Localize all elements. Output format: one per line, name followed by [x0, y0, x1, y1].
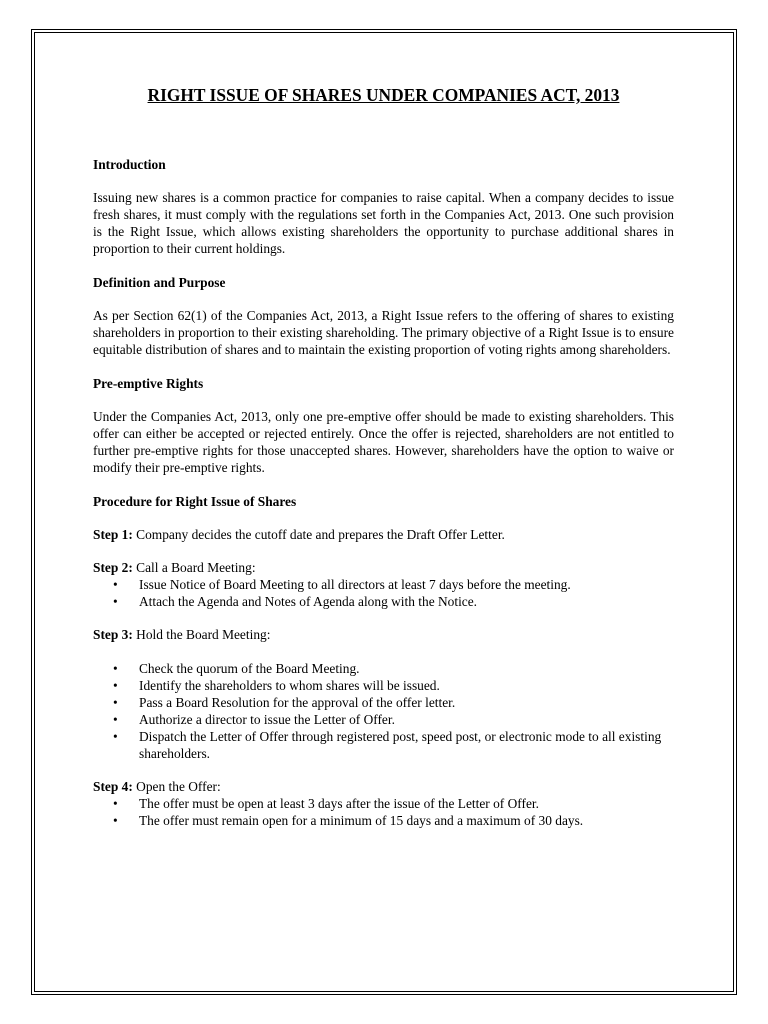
list-item [93, 812, 674, 829]
introduction-paragraph: Issuing new shares is a common practice for companies to raise capital. When a company decides to issue fresh shares, it must comply with the regulations set forth in the Companies Act, 2013. One such provision is the Right Issue, which allows existing shareholders the opportunity to purchase additional shares in proportion to their current holdings. [93, 190, 674, 256]
step-1 [93, 526, 674, 543]
list-item-text: Issue Notice of Board Meeting to all directors at least 7 days before the meeting. [139, 577, 571, 592]
list-item-text: Dispatch the Letter of Offer through registered post, speed post, or electronic mode to all existing shareholders. [139, 729, 662, 761]
list-item [93, 593, 674, 610]
list-item [93, 711, 674, 728]
list-item-text: Pass a Board Resolution for the approval of the offer letter. [139, 695, 456, 710]
preemptive-heading: Pre-emptive Rights [93, 376, 204, 391]
introduction-heading: Introduction [93, 157, 166, 172]
list-item [93, 660, 674, 677]
list-item-text: Attach the Agenda and Notes of Agenda along with the Notice. [139, 594, 478, 609]
document-title: RIGHT ISSUE OF SHARES UNDER COMPANIES ACT, 2013 [147, 85, 620, 105]
list-item-text: Identify the shareholders to whom shares will be issued. [139, 678, 440, 693]
preemptive-paragraph: Under the Companies Act, 2013, only one pre-emptive offer should be made to existing shareholders. This offer can either be accepted or rejected entirely. Once the offer is rejected, shareholders are not entitled to further pre-emptive rights for those unaccepted shares. However, shareholders have the option to waive or modify their pre-emptive rights. [93, 409, 674, 475]
bullet-icon: • [113, 712, 118, 727]
list-item [93, 677, 674, 694]
step-2 [93, 559, 674, 576]
list-item-text: Check the quorum of the Board Meeting. [139, 661, 360, 676]
definition-heading: Definition and Purpose [93, 275, 226, 290]
step-2-label: Step 2: [93, 560, 133, 575]
list-item [93, 795, 674, 812]
step-3-text: Hold the Board Meeting: [136, 627, 271, 642]
list-item [93, 694, 674, 711]
step-4-text: Open the Offer: [136, 779, 221, 794]
list-item-text: The offer must remain open for a minimum of 15 days and a maximum of 30 days. [139, 813, 584, 828]
bullet-icon: • [113, 577, 118, 592]
document-body [93, 84, 674, 829]
bullet-icon: • [113, 695, 118, 710]
bullet-icon: • [113, 813, 118, 828]
procedure-heading: Procedure for Right Issue of Shares [93, 494, 297, 509]
step-3-list [93, 660, 674, 762]
step-4 [93, 778, 674, 795]
list-item-text: Authorize a director to issue the Letter of Offer. [139, 712, 395, 727]
bullet-icon: • [113, 796, 118, 811]
list-item [93, 728, 674, 762]
list-item [93, 576, 674, 593]
step-1-label: Step 1: [93, 527, 133, 542]
step-4-list [93, 795, 674, 829]
step-3-label: Step 3: [93, 627, 133, 642]
step-3 [93, 626, 674, 643]
step-4-label: Step 4: [93, 779, 133, 794]
step-1-text: Company decides the cutoff date and prepares the Draft Offer Letter. [136, 527, 505, 542]
definition-paragraph: As per Section 62(1) of the Companies Act, 2013, a Right Issue refers to the offering of shares to existing shareholders in proportion to their existing shareholding. The primary objective of a Right Issue is to ensure equitable distribution of shares and to maintain the existing proportion of voting rights among shareholders. [93, 308, 674, 357]
bullet-icon: • [113, 678, 118, 693]
bullet-icon: • [113, 594, 118, 609]
step-2-text: Call a Board Meeting: [136, 560, 256, 575]
step-2-list [93, 576, 674, 610]
bullet-icon: • [113, 729, 118, 744]
bullet-icon: • [113, 661, 118, 676]
list-item-text: The offer must be open at least 3 days after the issue of the Letter of Offer. [139, 796, 539, 811]
